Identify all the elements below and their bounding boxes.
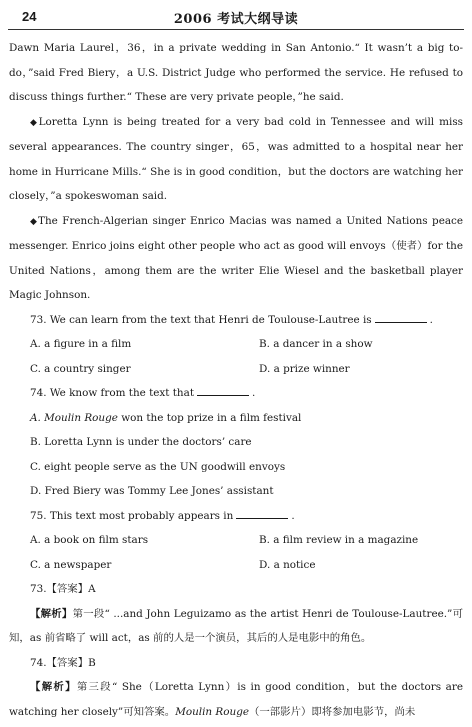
- question-stem-end: .: [429, 313, 433, 326]
- analysis-tag: 【解析】: [30, 681, 77, 693]
- option-d: D. a notice: [259, 558, 316, 571]
- option-c: C. a country singer: [30, 362, 131, 375]
- option-d: D. a prize winner: [259, 362, 350, 375]
- paragraph-enrico-macias: [9, 209, 463, 308]
- question-73-options-row-1: [9, 332, 463, 357]
- option-text: won the top prize in a film festival: [117, 411, 302, 424]
- question-74-stem: [9, 381, 463, 406]
- page-body: [9, 36, 463, 724]
- diamond-bullet-icon: ◆: [30, 216, 39, 227]
- analysis-text: 第一段“ ...and John Leguizamo as the artist Henri de Toulouse-Lautree.”可知，as 前省略了 will act，as 前的人是一个演员，其后的人是电影中的角色。: [9, 607, 464, 644]
- answer-blank: [197, 386, 249, 396]
- paragraph-text: The French-Algerian singer Enrico Macias was named a United Nations peace messenger. Enrico joins eight other people who act as good will envoys（使者）for the United Nations，among them are the writer Elie Wiesel and the basketball player Magic Johnson.: [9, 214, 464, 301]
- option-c: C. eight people serve as the UN goodwill envoys: [30, 460, 286, 473]
- paragraph-loretta-lynn: [9, 110, 463, 209]
- answer-blank: [375, 313, 427, 323]
- answer-73-label: 73.【答案】A: [30, 583, 96, 595]
- answer-blank: [236, 509, 288, 519]
- question-73-options-row-2: [9, 357, 463, 382]
- running-title: 2006 考试大纲导读: [173, 12, 299, 27]
- header-rule: [8, 29, 464, 30]
- question-75-stem: [9, 504, 463, 529]
- option-b: B. a dancer in a show: [259, 338, 373, 350]
- question-stem-text: 73. We can learn from the text that Henri de Toulouse-Lautree is: [30, 313, 372, 326]
- answer-74-analysis: [9, 675, 463, 724]
- question-75-options-row-1: [9, 528, 463, 553]
- analysis-text: 第三段“ She（Loretta Lynn）is in good condition，but the doctors are watching her closely”可知答案。: [9, 681, 463, 718]
- paragraph-text: Loretta Lynn is being treated for a very bad cold in Tennessee and will miss several appearances. The country singer，65，was admitted to a hospital near her home in Hurricane Mills.“ She is in good condition，but the doctors are watching her closely，”a spokeswoman said.: [9, 115, 463, 202]
- page-number: 24: [22, 9, 37, 24]
- option-a: [9, 406, 463, 431]
- option-d: D. Fred Biery was Tommy Lee Jones’ assistant: [30, 485, 274, 497]
- option-c: C. a newspaper: [30, 558, 112, 571]
- answer-74-label: 74.【答案】B: [30, 656, 96, 669]
- option-b: B. Loretta Lynn is under the doctors’ care: [30, 436, 252, 448]
- question-stem-text: 75. This text most probably appears in: [30, 509, 234, 522]
- option-a: A. a figure in a film: [30, 338, 132, 350]
- film-title: Moulin Rouge: [175, 705, 250, 718]
- page-header: [0, 0, 472, 30]
- question-75-options-row-2: [9, 553, 463, 578]
- option-b: B. a film review in a magazine: [259, 534, 419, 546]
- question-stem-end: .: [252, 387, 256, 399]
- film-title: A. Moulin Rouge: [30, 411, 118, 424]
- answer-73-analysis: [9, 602, 463, 651]
- analysis-tag: 【解析】: [30, 607, 73, 620]
- option-a: A. a book on film stars: [30, 534, 149, 546]
- question-stem-end: .: [291, 509, 295, 522]
- analysis-text: （一部影片）即将参加电影节，尚未: [249, 705, 416, 718]
- paragraph-continuation: Dawn Maria Laurel，36，in a private wedding in San Antonio.“ It wasn’t a big to-do，”said Fred Biery，a U.S. District Judge who performed the service. He refused to discuss things further.“ These are very private people，”he said.: [9, 42, 463, 103]
- question-stem-text: 74. We know from the text that: [30, 387, 194, 399]
- question-73-stem: [9, 308, 463, 333]
- diamond-bullet-icon: ◆: [30, 117, 39, 128]
